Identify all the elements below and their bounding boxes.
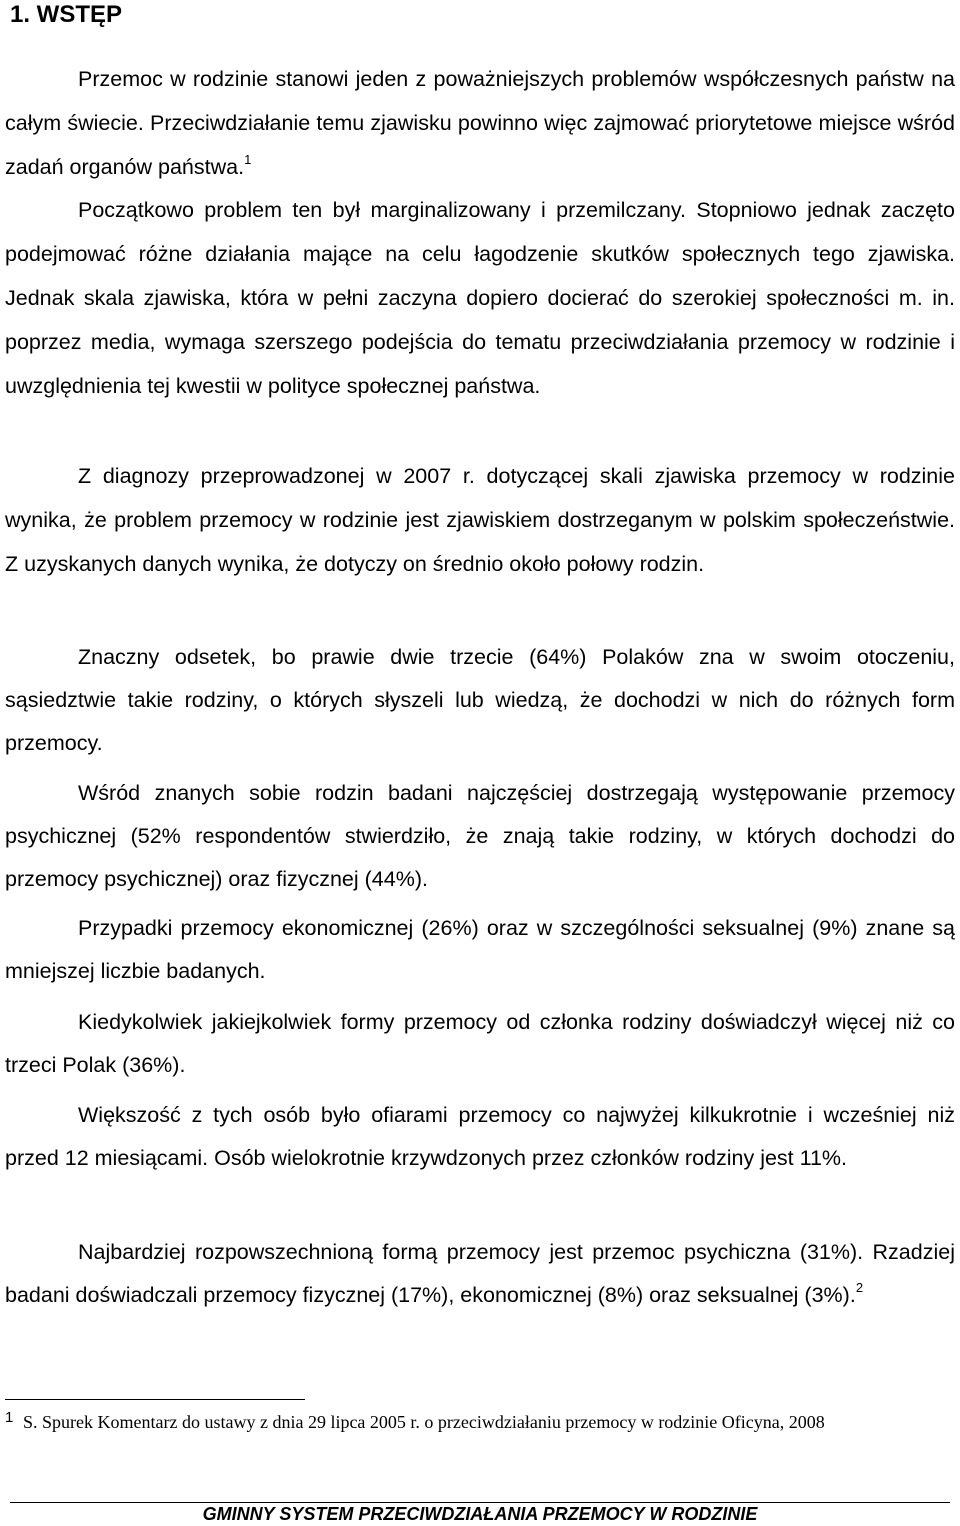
paragraph-intro xyxy=(5,57,955,189)
paragraph-text: Kiedykolwiek jakiejkolwiek formy przemocy od członka rodziny doświadczył więcej niż co trzeci Polak (36%). xyxy=(5,1010,955,1077)
footnote-mark: 1 xyxy=(5,1409,14,1426)
page-footer: GMINNY SYSTEM PRZECIWDZIAŁANIA PRZEMOCY W RODZINIE xyxy=(202,1504,758,1524)
paragraph-text: Najbardziej rozpowszechnioną formą przemocy jest przemoc psychiczna (31%). Rzadziej badani doświadczali przemocy fizycznej (17%), ekonomicznej (8%) oraz seksualnej (3%). xyxy=(5,1240,955,1307)
paragraph-economic xyxy=(5,907,955,993)
paragraph-text: Z diagnozy przeprowadzonej w 2007 r. dotyczącej skali zjawiska przemocy w rodzinie wynika, że problem przemocy w rodzinie jest zjawiskiem dostrzeganym w polskim społeczeństwie. Z uzyskanych danych wynika, że dotyczy on średnio około połowy rodzin. xyxy=(5,464,955,576)
paragraph-diagnosis xyxy=(5,454,955,586)
paragraph-prevalence xyxy=(5,636,955,765)
footnote-separator xyxy=(5,1399,305,1400)
section-heading: 1. WSTĘP xyxy=(10,1,123,28)
footnote xyxy=(5,1410,955,1434)
paragraph-psychological xyxy=(5,772,955,901)
paragraph-background xyxy=(5,188,955,408)
paragraph-forms xyxy=(5,1231,955,1317)
paragraph-text: Znaczny odsetek, bo prawie dwie trzecie (64%) Polaków zna w swoim otoczeniu, sąsiedztwie takie rodziny, o których słyszeli lub wiedzą, że dochodzi w nich do różnych form przemocy. xyxy=(5,645,955,755)
footnote-reference: 1 xyxy=(244,152,252,167)
paragraph-text: Przemoc w rodzinie stanowi jeden z poważniejszych problemów współczesnych państw na całym świecie. Przeciwdziałanie temu zjawisku powinno więc zajmować priorytetowe miejsce wśród zadań organów państwa. xyxy=(5,67,955,179)
paragraph-text: Początkowo problem ten był marginalizowany i przemilczany. Stopniowo jednak zaczęto podejmować różne działania mające na celu łagodzenie skutków społecznych tego zjawiska. Jednak skala zjawiska, która w pełni zaczyna dopiero docierać do szerokiej społeczności m. in. poprzez media, wymaga szerszego podejścia do tematu przeciwdziałania przemocy w rodzinie i uwzględnienia tej kwestii w polityce społecznej państwa. xyxy=(5,198,955,398)
paragraph-text: Przypadki przemocy ekonomicznej (26%) oraz w szczególności seksualnej (9%) znane są mniejszej liczbie badanych. xyxy=(5,916,955,983)
paragraph-text: Większość z tych osób było ofiarami przemocy co najwyżej kilkukrotnie i wcześniej niż przed 12 miesiącami. Osób wielokrotnie krzywdzonych przez członków rodziny jest 11%. xyxy=(5,1103,955,1170)
footnote-reference: 2 xyxy=(855,1280,864,1295)
footnote-text: S. Spurek Komentarz do ustawy z dnia 29 lipca 2005 r. o przeciwdziałaniu przemocy w rodzinie Oficyna, 2008 xyxy=(23,1412,825,1432)
paragraph-experience xyxy=(5,1001,955,1087)
paragraph-text: Wśród znanych sobie rodzin badani najczęściej dostrzegają występowanie przemocy psychicznej (52% respondentów stwierdziło, że znają takie rodziny, w których dochodzi do przemocy psychicznej) oraz fizycznej (44%). xyxy=(5,781,955,891)
paragraph-frequency xyxy=(5,1094,955,1180)
